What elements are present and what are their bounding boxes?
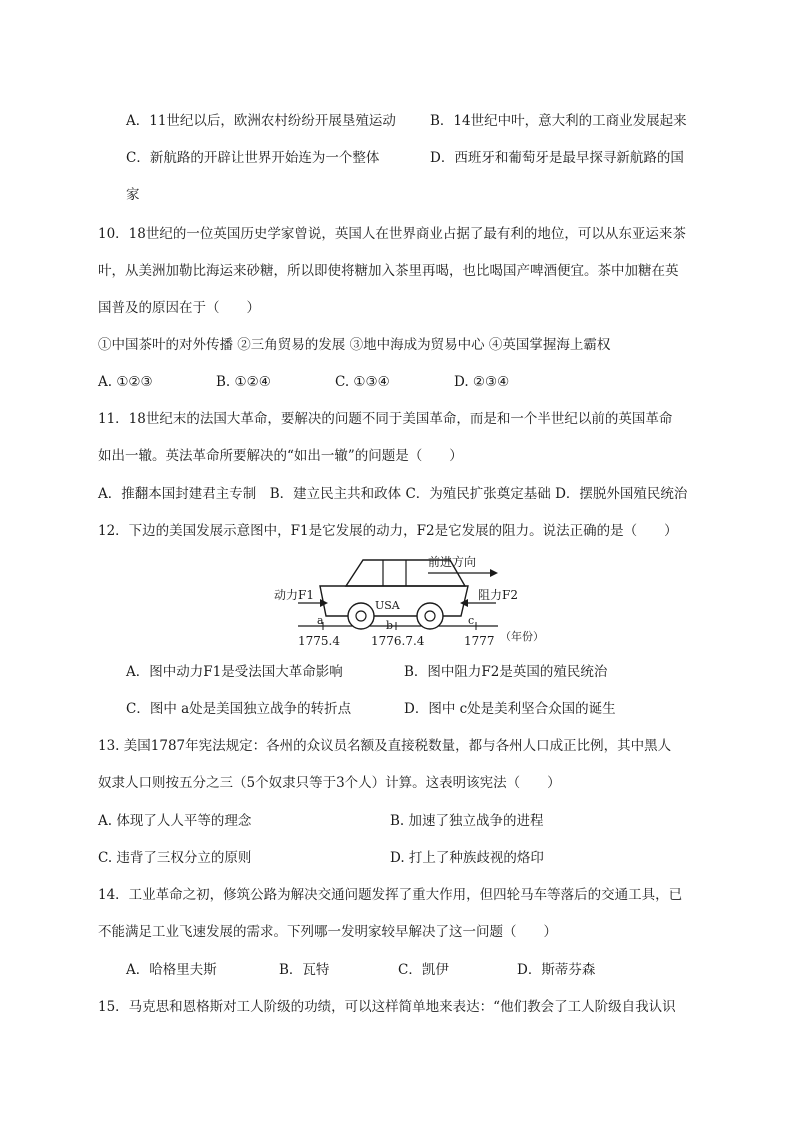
- direction-label: 前进方向: [428, 555, 477, 569]
- date-b: 1776.7.4: [371, 634, 425, 648]
- q11-stem-line-2: 如出一辙。英法革命所要解决的“如出一辙”的问题是（ ）: [98, 448, 463, 464]
- point-c-label: c: [468, 614, 475, 627]
- q9-option-b: B．14世纪中叶，意大利的工商业发展起来: [430, 113, 687, 129]
- q12-option-b: B．图中阻力F2是英国的殖民统治: [404, 664, 608, 680]
- q13-option-d: D. 打上了种族歧视的烙印: [390, 850, 544, 866]
- q9-option-d-continued: 家: [126, 187, 140, 203]
- q11-options: A．推翻本国封建君主专制 B．建立民主共和政体 C．为殖民扩张奠定基础 D．摆脱外国殖民统治: [98, 486, 688, 502]
- q12-option-c: C．图中 a处是美国独立战争的转折点: [126, 701, 352, 717]
- q13-option-b: B. 加速了独立战争的进程: [390, 813, 544, 829]
- car-wheel-rear: [348, 603, 374, 629]
- q14-stem-line-2: 不能满足工业飞速发展的需求。下列哪一发明家较早解决了这一问题（ ）: [98, 924, 557, 940]
- q14-option-c: C．凯伊: [398, 962, 449, 978]
- q13-option-c: C. 违背了三权分立的原则: [98, 850, 252, 866]
- q9-option-c: C．新航路的开辟让世界开始连为一个整体: [126, 150, 380, 166]
- q14-stem-line-1: 14．工业革命之初，修筑公路为解决交通问题发挥了重大作用，但四轮马车等落后的交通工具，已: [98, 887, 683, 903]
- q9-option-a: A．11世纪以后，欧洲农村纷纷开展垦殖运动: [126, 113, 396, 129]
- q14-option-b: B．瓦特: [279, 962, 330, 978]
- point-a-label: a: [317, 614, 324, 627]
- date-c: 1777: [464, 634, 495, 648]
- date-a: 1775.4: [298, 634, 340, 648]
- usa-development-diagram: [268, 548, 558, 658]
- force-f2-label: 阻力F2: [478, 588, 518, 602]
- q10-stem-line-3: 国普及的原因在于（ ）: [98, 300, 260, 316]
- q9-option-d: D．西班牙和葡萄牙是最早探寻新航路的国: [430, 150, 684, 166]
- q10-option-a: A. ①②③: [98, 374, 153, 390]
- q10-option-d: D. ②③④: [454, 374, 510, 390]
- q13-option-a: A. 体现了人人平等的理念: [98, 813, 252, 829]
- car-wheel-front: [417, 603, 443, 629]
- q10-option-c: C. ①③④: [335, 374, 390, 390]
- q11-stem-line-1: 11．18世纪末的法国大革命，要解决的问题不同于美国革命，而是和一个半世纪以前的英国革命: [98, 411, 673, 427]
- q12-option-a: A．图中动力F1是受法国大革命影响: [126, 664, 343, 680]
- q10-stem-line-1: 10．18世纪的一位英国历史学家曾说，英国人在世界商业占据了最有利的地位，可以从东亚运来茶: [98, 226, 686, 242]
- q13-stem-line-1: 13. 美国1787年宪法规定：各州的众议员名额及直接税数量，都与各州人口成正比例，其中黑人: [98, 738, 672, 754]
- q14-option-d: D．斯蒂芬森: [517, 962, 596, 978]
- q10-statement-items: ①中国茶叶的对外传播 ②三角贸易的发展 ③地中海成为贸易中心 ④英国掌握海上霸权: [98, 337, 611, 353]
- q13-stem-line-2: 奴隶人口则按五分之三（5个奴隶只等于3个人）计算。这表明该宪法（ ）: [98, 775, 561, 791]
- q14-option-a: A．哈格里夫斯: [126, 962, 217, 978]
- direction-arrowhead: [490, 569, 498, 577]
- q12-stem-line-1: 12．下边的美国发展示意图中，F1是它发展的动力，F2是它发展的阻力。说法正确的是（ ）: [98, 523, 678, 539]
- point-b-label: b: [386, 619, 394, 632]
- axis-unit: （年份）: [500, 630, 544, 643]
- q10-option-b: B. ①②④: [216, 374, 271, 390]
- q12-option-d: D．图中 c处是美利坚合众国的诞生: [404, 701, 616, 717]
- force-f1-label: 动力F1: [274, 588, 314, 602]
- q15-stem-line-1: 15．马克思和恩格斯对工人阶级的功绩，可以这样简单地来表达：“他们教会了工人阶级自我认识: [98, 999, 676, 1015]
- car-label: USA: [375, 599, 400, 612]
- q10-stem-line-2: 叶，从美洲加勒比海运来砂糖，所以即使将糖加入茶里再喝，也比喝国产啤酒便宜。茶中加糖在英: [98, 263, 679, 279]
